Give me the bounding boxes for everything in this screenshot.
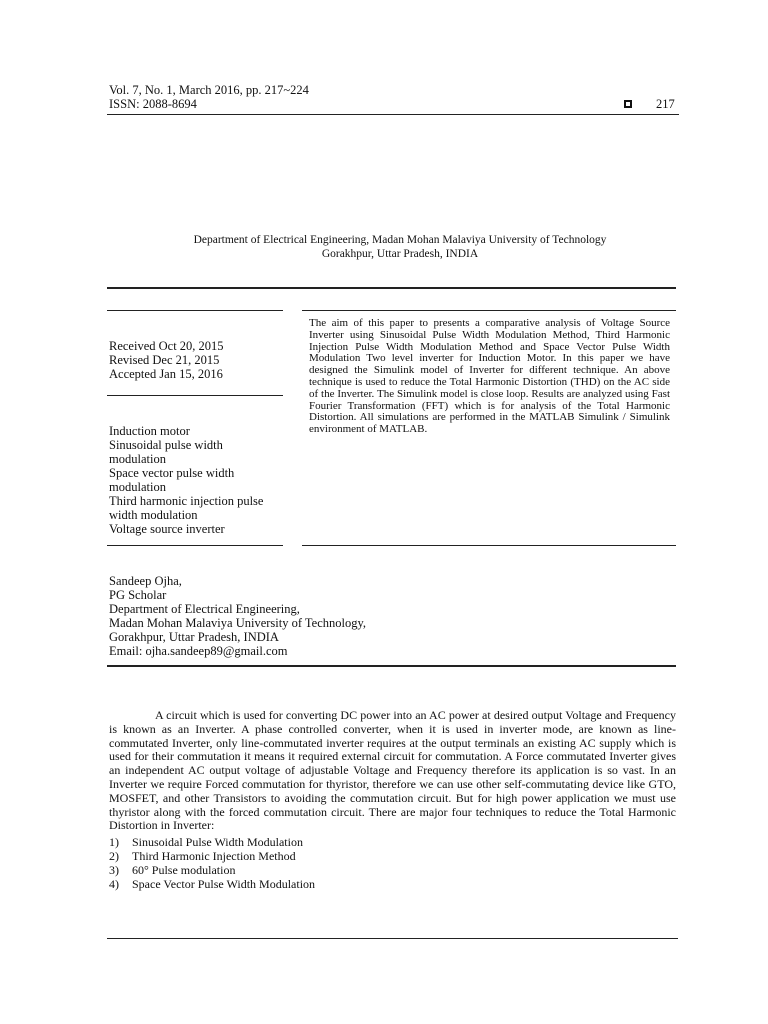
keyword-line: Voltage source inverter — [109, 522, 225, 536]
revised-date: Revised Dec 21, 2015 — [109, 353, 220, 367]
right-bottom-rule — [302, 545, 676, 546]
list-item-number: 2) — [109, 849, 119, 863]
introduction-paragraph: A circuit which is used for converting DC power into an AC power at desired output Voltage and Frequency is known as an Inverter. A phase controlled converter, when it is used in inverter mode, are known as line-commutated Inverter, only line-commutated inverter requires at the output terminals an existing AC supply which is used for their commutation it means it required external circuit for commutation. A Force commutated Inverter gives an independent AC output voltage of adjustable Voltage and Frequency therefore its application is so vast. In an Inverter we require Forced commutation for thyristor, therefore we can use other self-commutating device like GTO, MOSFET, and other Transistors to avoiding the commutation circuit. But for high power application we must use thyristor along with the forced commutation circuit. There are major four techniques to reduce the Total Harmonic Distortion in Inverter: — [109, 708, 676, 833]
list-item — [109, 849, 315, 863]
author-university: Madan Mohan Malaviya University of Technology, — [109, 616, 367, 630]
corresponding-author — [109, 574, 366, 658]
abstract-text: The aim of this paper to presents a comparative analysis of Voltage Source Inverter using Sinusoidal Pulse Width Modulation Method, Third Harmonic Injection Pulse Width Modulation Method and Space Vector Pulse Width Modulation Two level inverter for Induction Motor. In this paper we have designed the Simulink model of Inverter for different technique. An above technique is used to reduce the Total Harmonic Distortion (THD) on the AC side of the Inverter. The Simulink model is close loop. Results are analyzed using Fast Fourier Transformation (FFT) which is for analysis of the Total Harmonic Distortion. All simulations are performed in the MATLAB Simulink / Simulink environment of MATLAB. — [309, 317, 670, 436]
list-item — [109, 863, 315, 877]
list-item-number: 3) — [109, 863, 119, 877]
affiliation-line-1: Department of Electrical Engineering, Madan Mohan Malaviya University of Technology — [193, 234, 607, 246]
author-department: Department of Electrical Engineering, — [109, 602, 300, 616]
article-history — [109, 339, 224, 381]
list-item-text: Sinusoidal Pulse Width Modulation — [132, 835, 303, 849]
affiliation-line-2: Gorakhpur, Uttar Pradesh, INDIA — [321, 247, 479, 260]
info-top-rule — [107, 287, 676, 289]
keywords-rule — [107, 395, 283, 396]
techniques-list — [109, 835, 315, 891]
list-item — [109, 835, 315, 849]
header-rule — [107, 114, 679, 115]
author-email[interactable]: Email: ojha.sandeep89@gmail.com — [109, 644, 288, 658]
journal-volume-line: Vol. 7, No. 1, March 2016, pp. 217~224 — [109, 83, 309, 97]
keyword-line: Third harmonic injection pulse — [109, 494, 264, 508]
issn-line: ISSN: 2088-8694 — [109, 97, 197, 111]
keyword-line: width modulation — [109, 508, 198, 522]
author-bottom-rule — [107, 665, 676, 667]
author-name: Sandeep Ojha, — [109, 574, 182, 588]
keyword-line: modulation — [109, 480, 166, 494]
keyword-line: modulation — [109, 452, 166, 466]
list-item-text: 60° Pulse modulation — [132, 863, 236, 877]
abstract-rule — [302, 310, 676, 311]
list-item-number: 4) — [109, 877, 119, 891]
author-position: PG Scholar — [109, 588, 167, 602]
article-info-rule — [107, 310, 283, 311]
list-item-text: Third Harmonic Injection Method — [132, 849, 296, 863]
list-item-text: Space Vector Pulse Width Modulation — [132, 877, 316, 891]
keywords-list — [109, 424, 263, 536]
list-item-number: 1) — [109, 835, 119, 849]
footer-rule — [107, 938, 678, 939]
left-bottom-rule — [107, 545, 283, 546]
accepted-date: Accepted Jan 15, 2016 — [109, 367, 223, 381]
checkbox-icon — [624, 100, 632, 108]
page-number: 217 — [656, 97, 675, 111]
list-item — [109, 877, 315, 891]
keyword-line: Induction motor — [109, 424, 190, 438]
keyword-line: Space vector pulse width — [109, 466, 235, 480]
received-date: Received Oct 20, 2015 — [109, 339, 224, 353]
affiliation — [100, 234, 700, 261]
keyword-line: Sinusoidal pulse width — [109, 438, 223, 452]
author-location: Gorakhpur, Uttar Pradesh, INDIA — [109, 630, 279, 644]
